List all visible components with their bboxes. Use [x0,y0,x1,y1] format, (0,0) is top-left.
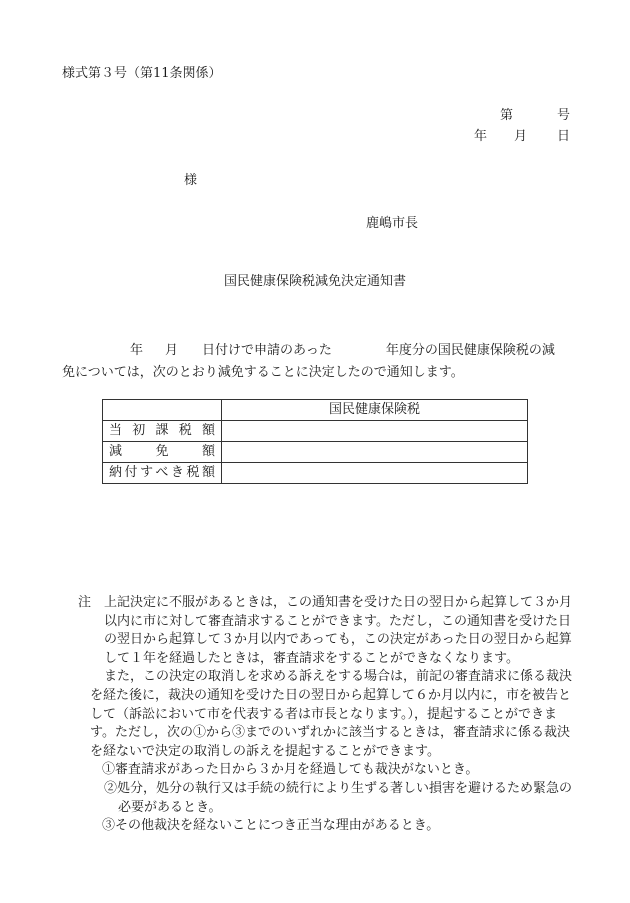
table-header-row [103,400,528,421]
amounts-table [102,399,528,484]
recipient-honorific: 様 [184,173,198,188]
body-fy-text: 年度分の国民健康保険税の減 [385,343,555,358]
document-title: 国民健康保険税減免決定通知書 [223,274,406,289]
note-lawsuit: また，この決定の取消しを求める訴えをする場合は，前記の審査請求に係る裁決を経た後に，裁決の通知を受けた日の翌日から起算して６か月以内に，市を被告として（訴訟において市を代表する者は市長となります。），提起することができます。ただし，次の①から③までのいずれかに該当するときは，審査請求に係る裁決を経ないで決定の取消しの訴えを提起することができます。 [90,669,573,759]
body-day-text: 日付けで申請のあった [202,343,332,358]
number-prefix: 第 [500,108,514,123]
row-label-initial-tax: 当初課税額 [103,421,222,442]
table-corner-cell [103,400,222,421]
note-item-1: ①審査請求があった日から３か月を経過しても裁決がないとき。 [102,762,479,778]
note-item-2: ②処分，処分の執行又は手続の続行により生ずる著しい損害を避けるため緊急の必要があるとき。 [104,780,573,815]
body-text [62,340,572,384]
body-line-2: 免については，次のとおり減免することに決定したので通知します。 [62,365,464,380]
body-line-1 [62,340,572,362]
issuer-name: 鹿嶋市長 [366,216,419,231]
table-row [103,442,528,463]
table-row [103,421,528,442]
body-year: 年 [130,343,144,358]
date-month: 月 [514,129,528,144]
note-appeal: 注 上記決定に不服があるときは，この通知書を受けた日の翌日から起算して３か月以内に市に対して審査請求することができます。ただし，この通知書を受けた日の翌日から起算して３か月以内であっても，この決定があった日の翌日から起算して１年を経過したときは，審査請求をすることができなくなります。 [78,595,573,666]
row-value-payable-tax [222,463,528,484]
row-value-initial-tax [222,421,528,442]
date-day: 日 [557,129,571,144]
body-month: 月 [165,343,179,358]
note-item-3: ③その他裁決を経ないことにつき正当な理由があるとき。 [102,818,440,834]
row-label-payable-tax: 納付すべき税額 [103,463,222,484]
date-year: 年 [474,129,488,144]
number-suffix: 号 [556,108,570,123]
form-label: 様式第３号（第11条関係） [62,66,222,81]
row-label-reduction: 減 免 額 [103,442,222,463]
table-column-header: 国民健康保険税 [222,400,528,421]
table-row [103,463,528,484]
notes-section [78,594,578,836]
row-value-reduction [222,442,528,463]
